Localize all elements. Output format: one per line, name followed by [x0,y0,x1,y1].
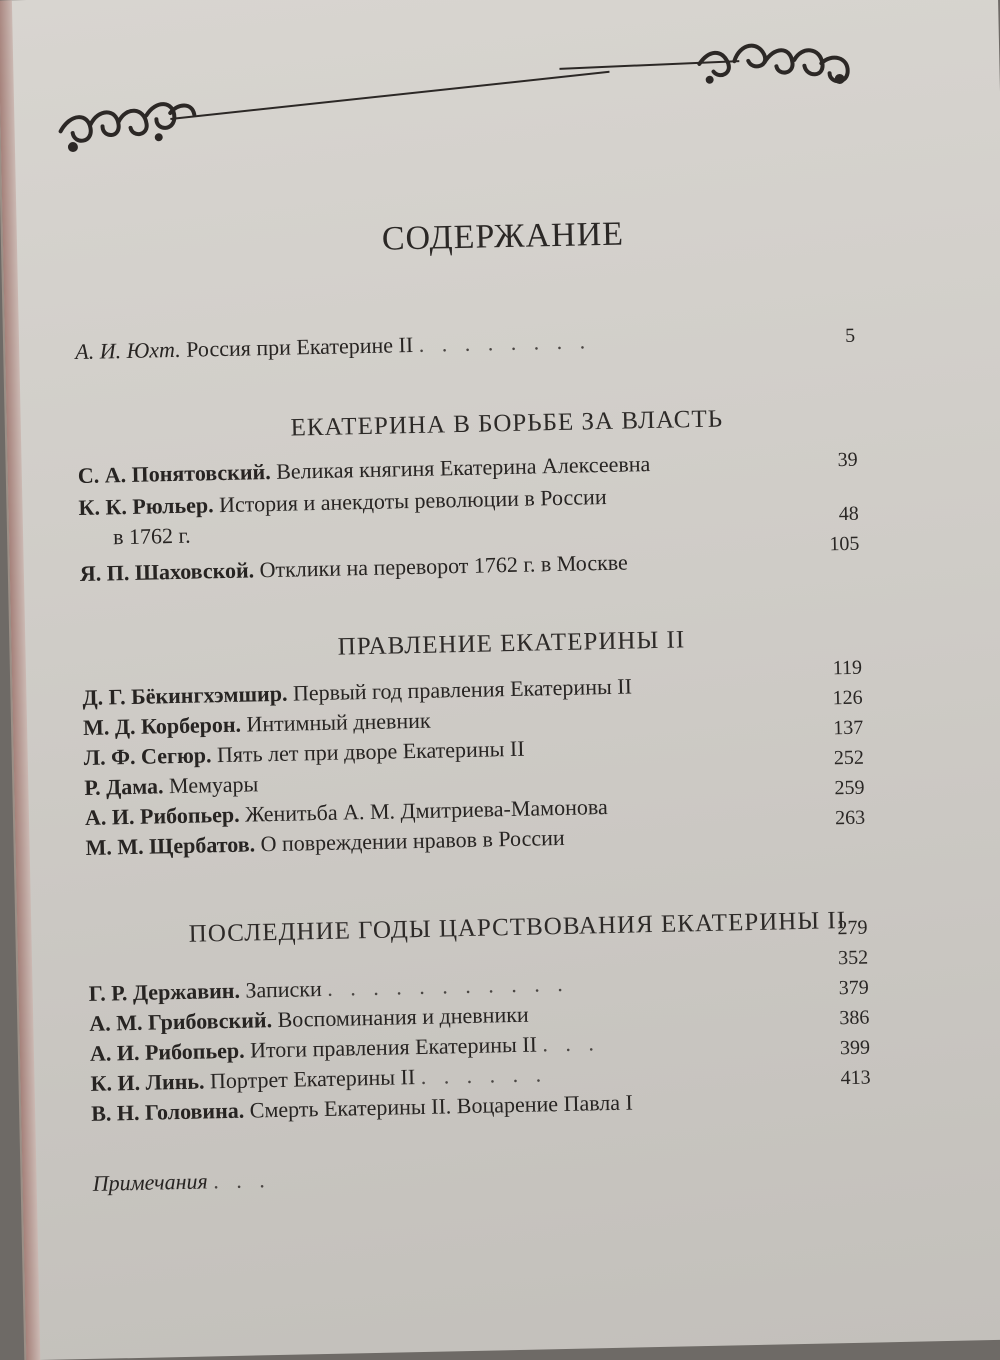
entry-page: 259 [834,776,865,800]
entry-page: 352 [837,946,869,970]
entry-author: В. Н. Головина. [90,1097,245,1126]
entry-page: 119 [832,656,863,680]
section-heading: ПОСЛЕДНИЕ ГОДЫ ЦАРСТВОВАНИЯ ЕКАТЕРИНЫ II [188,907,847,948]
section-heading: ПРАВЛЕНИЕ ЕКАТЕРИНЫ II [337,626,686,661]
entry-page: 413 [840,1066,871,1090]
entry-page: 386 [839,1006,870,1030]
entry-author: Д. Г. Бёкингхэмшир. [82,680,288,710]
entry-title: История и анекдоты революции в России [218,483,607,518]
entry-title: Смерть Екатерины II. Воцарение Павла I [249,1089,634,1123]
entry-author: Г. Р. Державин. [88,977,241,1006]
leader-dots: . . . . . . . . [418,328,592,357]
leader-dots: . . . . . . . . . . . [326,970,569,1001]
entry-title: Пять лет при дворе Екатерины II [216,735,525,768]
flourish-ornament-top-left [50,70,612,162]
entry-author: Р. Дама. [84,773,164,800]
entry-title: Портрет Екатерины II [209,1064,416,1094]
entry-page: 5 [844,324,856,347]
entry-page: 137 [833,716,864,740]
toc-entry-intro [75,321,855,367]
entry-title: Итоги правления Екатерины II [249,1031,538,1063]
entry-title: Первый год правления Екатерины II [292,673,633,706]
entry-title: Россия при Екатерине II [185,331,414,362]
leader-dots: . . . . . . [420,1061,548,1089]
entry-page: 126 [832,686,863,710]
entry-author: Я. П. Шаховской. [79,557,255,587]
section-heading: ЕКАТЕРИНА В БОРЬБЕ ЗА ВЛАСТЬ [290,405,724,442]
page-title: СОДЕРЖАНИЕ [381,215,625,258]
entry-title: О повреждении нравов в России [260,824,565,857]
entry-page: 263 [834,806,866,830]
entry-title: Отклики на переворот 1762 г. в Москве [259,549,629,583]
leader-dots: . . . [212,1167,271,1194]
entry-page: 252 [833,746,865,770]
entry-title: Женитьба А. М. Дмитриева-Мамонова [244,794,608,827]
entry-title-continuation: в 1762 г. [112,522,191,550]
entry-author: А. И. Рибопьер. [84,801,240,830]
entry-page: 105 [829,532,860,556]
entry-page: 48 [838,502,860,526]
entry-author: М. Д. Корберон. [82,711,242,740]
leader-dots: . . . [542,1030,601,1057]
entry-author: К. И. Линь. [90,1068,205,1096]
entry-author: Л. Ф. Сегюр. [83,742,212,770]
entry-author: М. М. Щербатов. [85,831,256,860]
entry-title: Примечания [92,1168,208,1196]
entry-title: Воспоминания и дневники [277,1001,529,1032]
entry-author: А. М. Грибовский. [89,1007,273,1036]
entry-author: К. К. Рюльер. [78,492,214,521]
entry-page: 379 [838,976,869,1000]
entry-title: Мемуары [168,771,259,799]
entry-author: С. А. Понятовский. [77,458,271,489]
entry-page: 39 [837,448,858,472]
book-spine [0,0,40,1360]
entry-title: Великая княгиня Екатерина Алексеевна [275,451,651,484]
entry-page: 399 [839,1036,871,1060]
entry-page: 279 [837,916,868,940]
entry-title: Записки [245,976,322,1003]
entry-author: А. И. Рибопьер. [89,1037,245,1066]
entry-title: Интимный дневник [246,707,431,737]
entry-author: А. И. Юхт. [74,336,181,365]
